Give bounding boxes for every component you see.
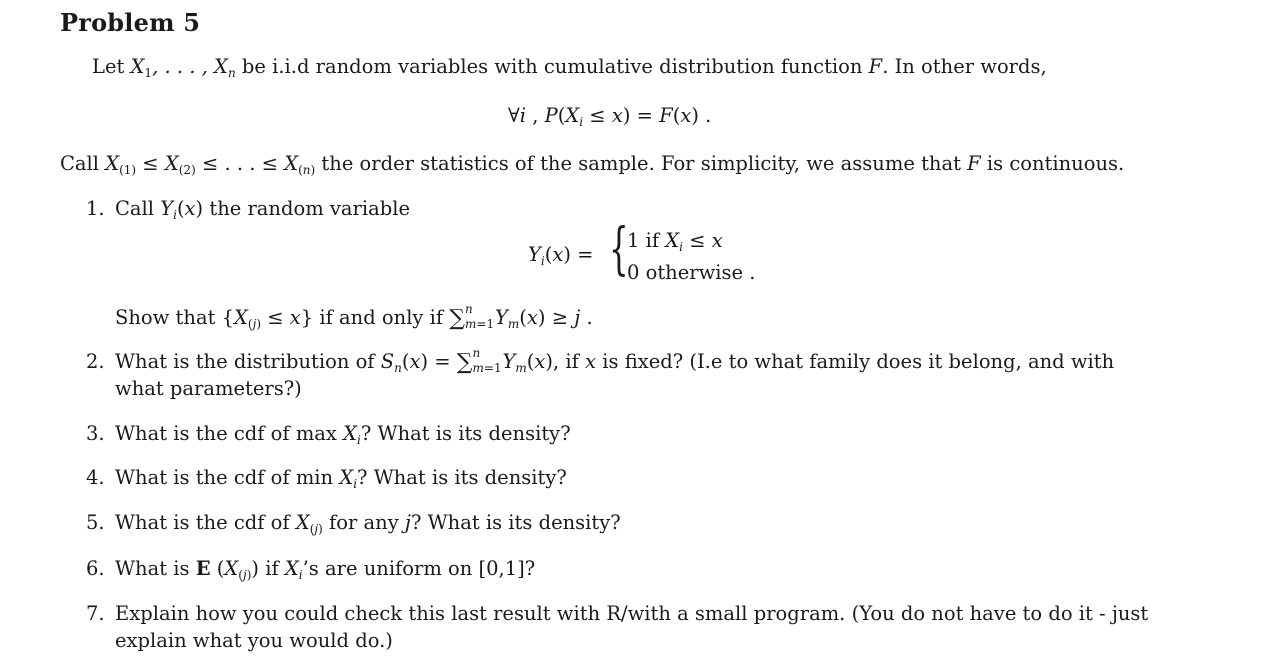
item-7-text-cont: explain what you would do.)	[115, 629, 393, 652]
item-2-text: What is the distribution of $S_n(x)$ = ∑ n m=1 $Y_m(x)$, if x is fixed? (I.e to what family does it belong, and with	[115, 346, 1115, 375]
left-brace: {	[609, 217, 629, 282]
item-number: 5.	[86, 511, 105, 534]
item-number: 6.	[86, 557, 105, 580]
problem-title: Problem 5	[60, 8, 201, 37]
item-4-text: What is the cdf of $\min X_i$? What is its density?	[115, 466, 567, 491]
item-number: 1.	[86, 197, 105, 220]
display-equation: ∀i , $P(X_i \le x) = F(x)$ .	[508, 104, 712, 129]
item-number: 3.	[86, 422, 105, 445]
case-two: 0 otherwise .	[627, 261, 756, 284]
case-one: 1 if $X_i \le x$	[627, 229, 723, 254]
cases-lhs: $Y_i(x)$ =	[528, 243, 594, 268]
order-statistics-line: Call $X_{(1)} \le X_{(2)}$ ≤ . . . ≤ $X_{(n)}$ the order statistics of the sample. For simplicity, we assume that F is continuous.	[60, 152, 1125, 177]
show-that-line: Show that $\{X_{(j)} \le x\}$ if and only if ∑ n m=1 $Y_m(x) \ge j$ .	[115, 302, 593, 331]
item-1-text: Call $Y_i(x)$ the random variable	[115, 197, 410, 222]
item-3-text: What is the cdf of $\max X_i$? What is its density?	[115, 422, 571, 447]
intro-line: Let $X_1$, . . . , $X_n$ be i.i.d random variables with cumulative distribution function F. In other words,	[92, 55, 1047, 80]
item-number: 2.	[86, 350, 105, 373]
item-number: 7.	[86, 602, 105, 625]
item-7-text: Explain how you could check this last result with R/with a small program. (You do not have to do it - just	[115, 602, 1149, 625]
item-5-text: What is the cdf of $X_{(j)}$ for any j? What is its density?	[115, 511, 621, 536]
item-number: 4.	[86, 466, 105, 489]
item-6-text: What is E $(X_{(j)})$ if $X_i’s$ are uniform on [0,1]?	[115, 557, 536, 582]
item-2-text-cont: what parameters?)	[115, 377, 302, 400]
